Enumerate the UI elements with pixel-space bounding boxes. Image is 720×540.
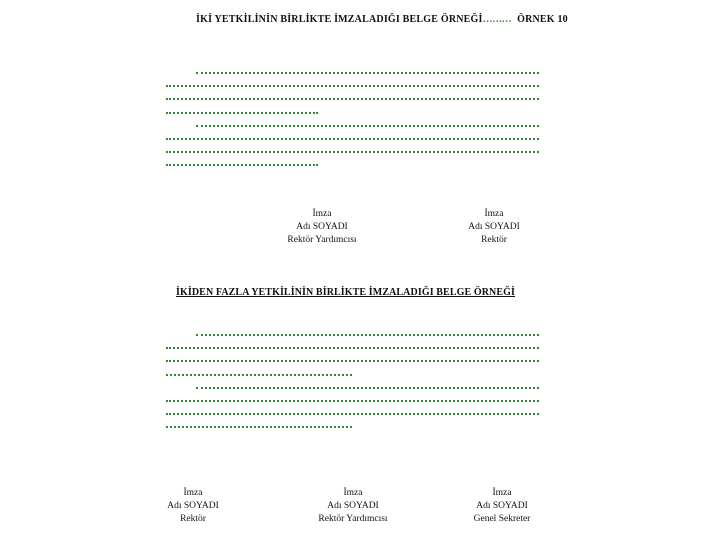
placeholder-line [166,148,539,153]
signature-name: Adı SOYADI [468,222,520,232]
signature-title: Rektör Yardımcısı [318,514,388,524]
signature-block-left [167,487,218,526]
signature-imza: İmza [312,209,332,219]
placeholder-line [196,384,539,389]
title-two-signatories [196,14,568,25]
signature-imza: İmza [484,209,504,219]
signature-name: Adı SOYADI [327,501,379,511]
signature-title: Rektör [180,514,206,524]
example-number-label: ÖRNEK 10 [517,14,568,25]
placeholder-line [196,331,539,336]
placeholder-line [166,397,539,402]
placeholder-line [196,122,539,127]
placeholder-line [166,371,352,376]
placeholder-line [166,357,539,362]
title-multiple-signatories: İKİDEN FAZLA YETKİLİNİN BİRLİKTE İMZALADIĞI BELGE ÖRNEĞİ [176,287,516,298]
signature-name: Adı SOYADI [476,501,528,511]
placeholder-line [166,410,539,415]
placeholder-line [166,82,539,87]
placeholder-line [166,423,352,428]
signature-imza: İmza [183,488,203,498]
signature-imza: İmza [343,488,363,498]
signature-title: Rektör Yardımcısı [287,235,357,245]
signature-block-center [318,487,387,526]
signature-imza: İmza [492,488,512,498]
placeholder-line [166,109,318,114]
title-dots: ……… [482,14,512,25]
placeholder-line [166,95,539,100]
signature-title: Genel Sekreter [473,514,531,524]
signature-name: Adı SOYADI [167,501,219,511]
title-two-text: İKİ YETKİLİNİN BİRLİKTE İMZALADIĞI BELGE ÖRNEĞİ [196,14,483,25]
signature-block-right [474,487,531,526]
placeholder-line [166,161,318,166]
placeholder-line [196,69,539,74]
signature-name: Adı SOYADI [296,222,348,232]
signature-block-right [468,208,519,247]
placeholder-line [166,344,539,349]
placeholder-line [166,135,539,140]
signature-block-left [287,208,356,247]
signature-title: Rektör [481,235,507,245]
